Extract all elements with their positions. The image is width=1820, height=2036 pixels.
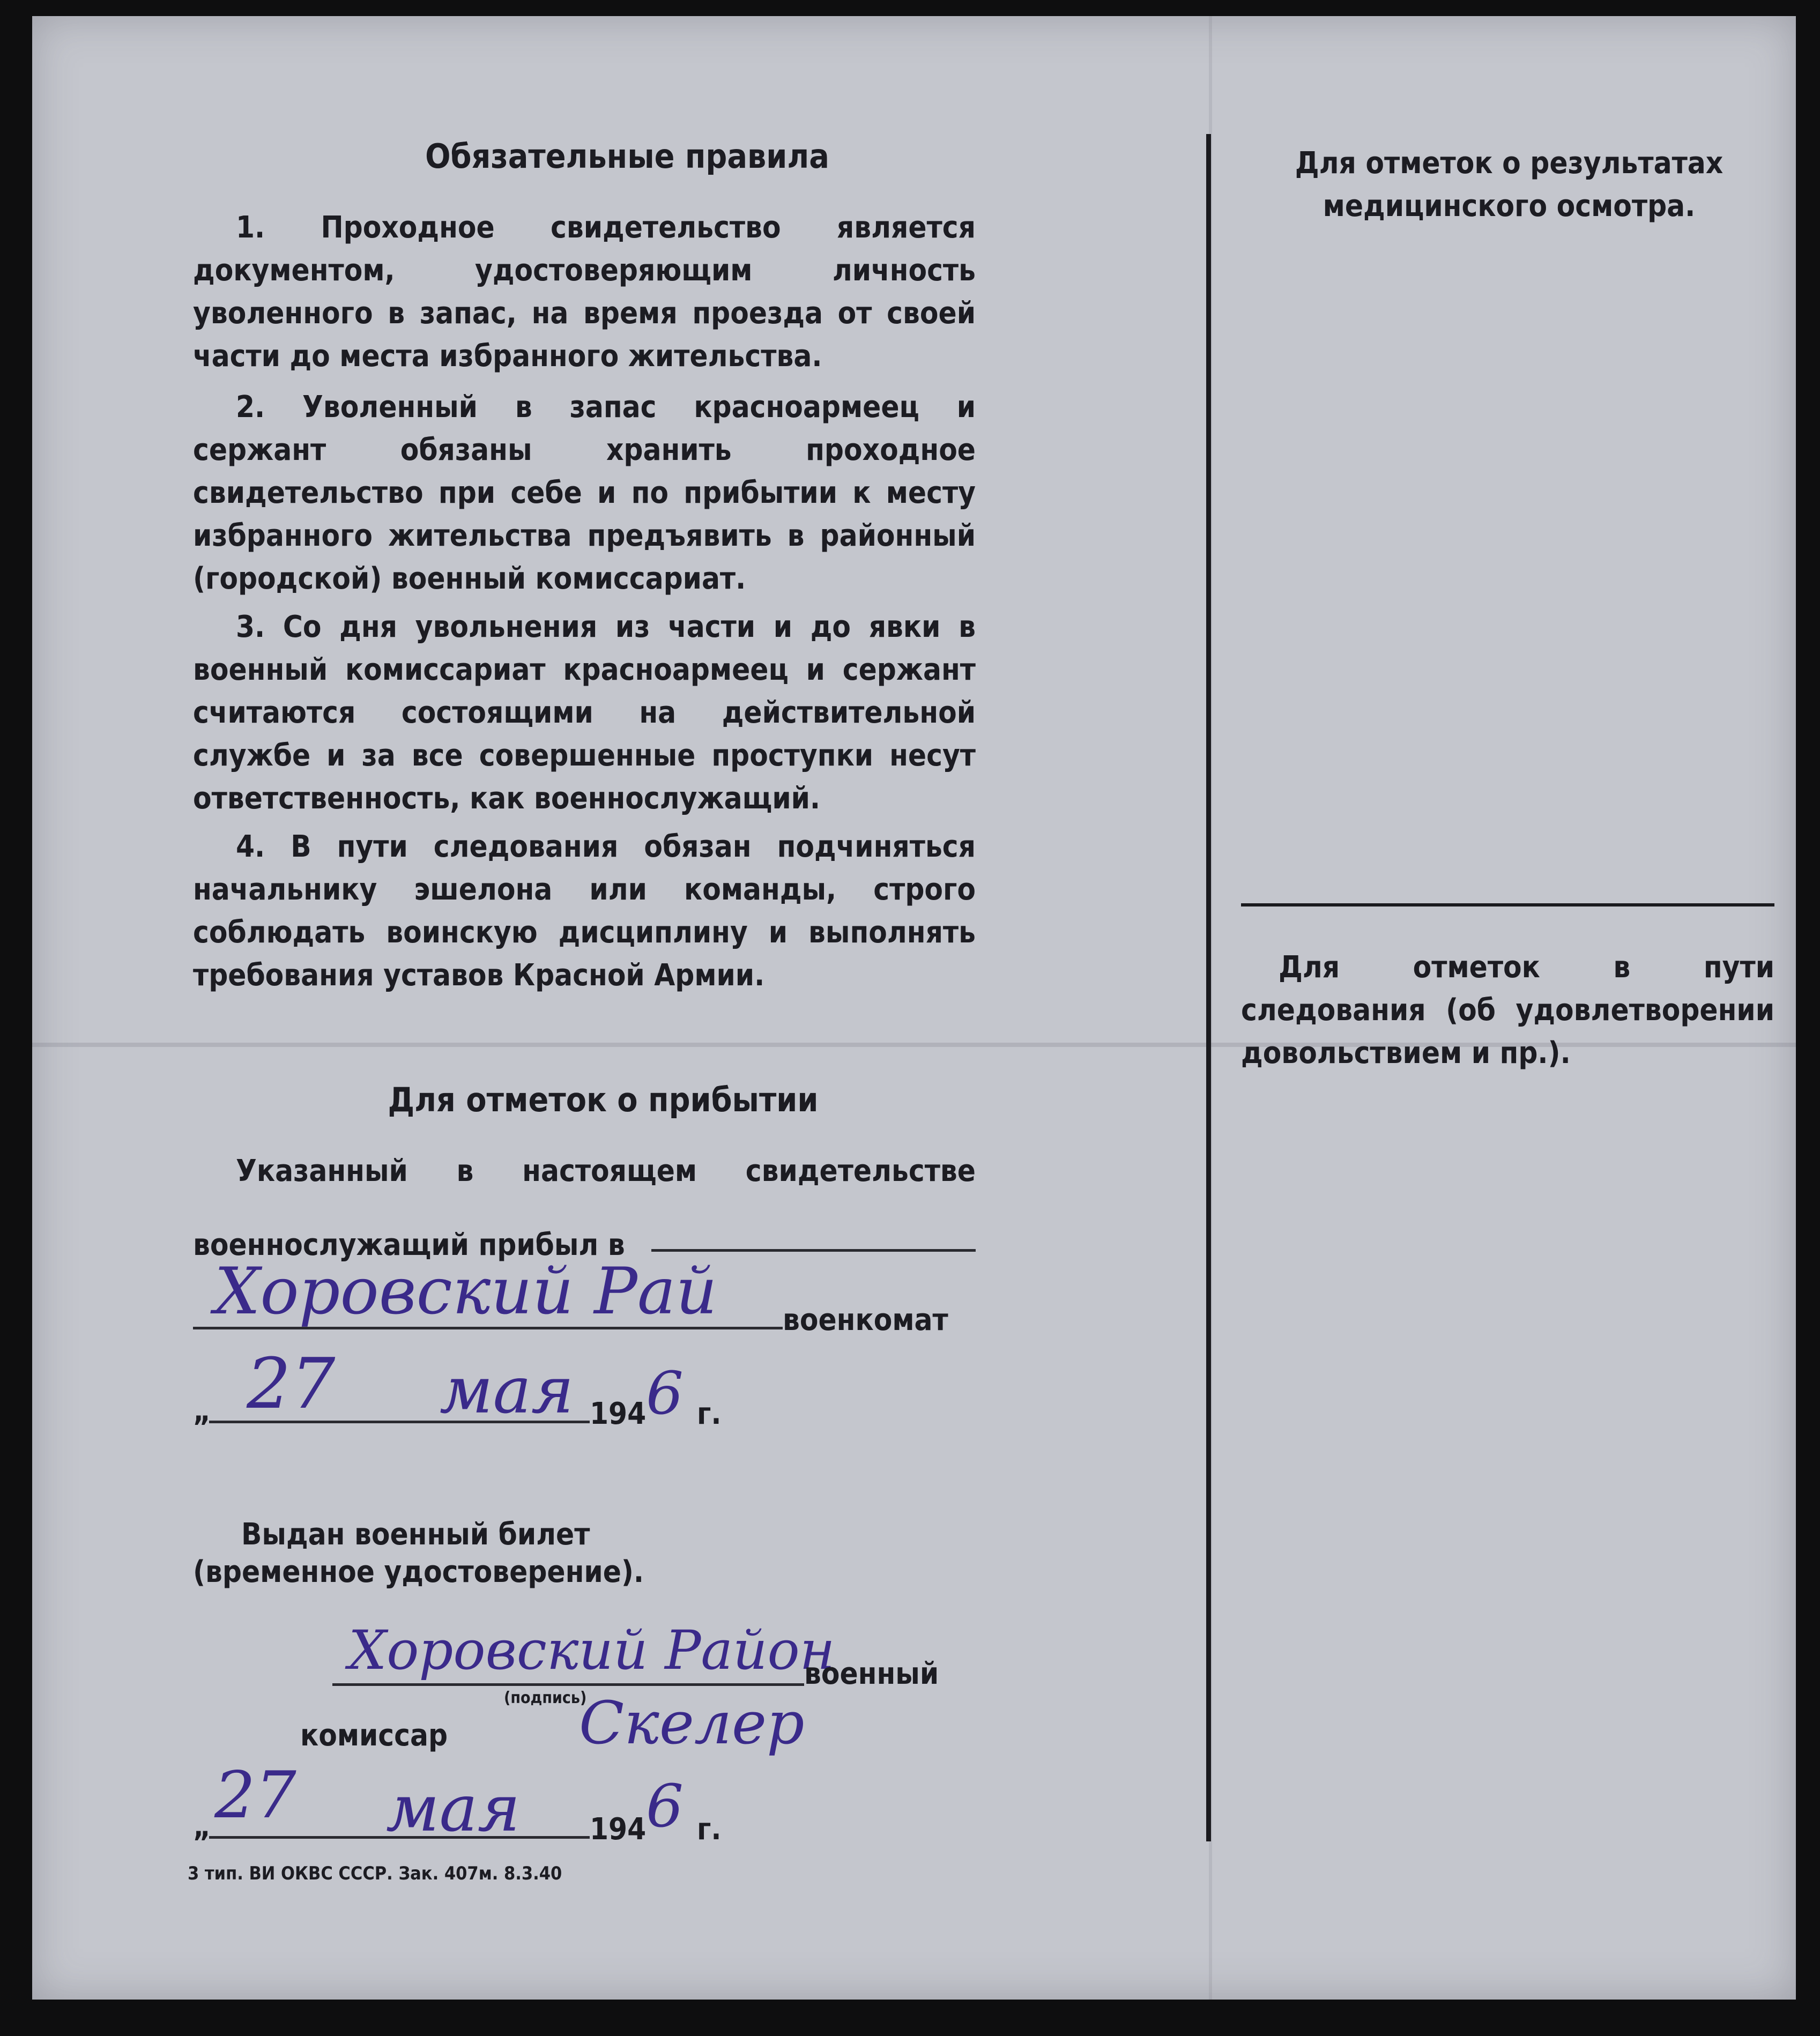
signer-office-handwritten: Хоровский Район <box>348 1619 835 1682</box>
rule-2: 2. Уволенный в запас красноармеец и сержант обязаны хранить проходное свидетельство при себе и по прибытии к месту избранного жительства предъявить в районный (городской) военный комиссариат. <box>193 390 976 596</box>
issue-date-month: мая <box>386 1772 521 1846</box>
document-sheet <box>32 16 1796 2000</box>
arrival-line-1: Указанный в настоящем свидетельстве <box>236 1154 976 1188</box>
rule-3: 3. Со дня увольнения из части и до явки в военный комиссариат красноармеец и сержант считаются состоящими на действительной службе и за все совершенные проступки несут ответственность, как военнослужащий. <box>193 610 976 816</box>
signature-label: (подпись) <box>504 1689 587 1707</box>
issue-date-quote: „ <box>193 1809 211 1844</box>
transit-marks-title: Для отметок в пути следования (об удовлетворении довольствием и пр.). <box>1241 950 1774 1071</box>
arrival-office-handwritten: Хоровский Рай <box>214 1254 717 1329</box>
issued-line-2: (временное удостоверение). <box>193 1555 644 1589</box>
issue-year-prefix: 194 <box>590 1812 647 1847</box>
arrival-year-prefix: 194 <box>590 1396 647 1431</box>
arrival-office-suffix: военкомат <box>783 1303 948 1337</box>
commissar-signature: Скелер <box>579 1689 805 1757</box>
issue-year-hand: 6 <box>646 1772 684 1840</box>
arrival-date-month: мая <box>440 1354 574 1428</box>
signer-line-2: комиссар <box>300 1718 448 1753</box>
arrival-year-suffix: г. <box>697 1396 722 1431</box>
issued-line-1: Выдан военный билет <box>241 1517 590 1552</box>
printer-imprint: 3 тип. ВИ ОКВС СССР. Зак. 407м. 8.3.40 <box>188 1863 562 1884</box>
arrival-line-2-fill <box>651 1249 976 1252</box>
medical-exam-title: Для отметок о результатах медицинского осмотра. <box>1295 146 1724 224</box>
signer-suffix: военный <box>804 1656 939 1691</box>
issue-year-suffix: г. <box>697 1812 722 1847</box>
column-divider <box>1206 134 1211 1841</box>
arrival-title: Для отметок о прибытии <box>388 1080 819 1119</box>
signer-office-fill <box>332 1683 804 1686</box>
rule-4: 4. В пути следования обязан подчиняться начальнику эшелона или команды, строго соблюдать воинскую дисциплину и выполнять требования уставов Красной Армии. <box>193 829 976 993</box>
rules-title: Обязательные правила <box>425 137 829 176</box>
arrival-year-hand: 6 <box>646 1359 684 1428</box>
issue-date-day: 27 <box>214 1758 296 1833</box>
arrival-line-2: военнослужащий прибыл в <box>193 1228 625 1262</box>
arrival-date-day: 27 <box>247 1343 336 1424</box>
rule-1: 1. Проходное свидетельство является документом, удостоверяющим личность уволенного в запас, на время проезда от своей части до места избранного жительства. <box>193 210 976 374</box>
arrival-date-quote: „ <box>193 1394 211 1429</box>
right-section-separator <box>1241 903 1774 906</box>
